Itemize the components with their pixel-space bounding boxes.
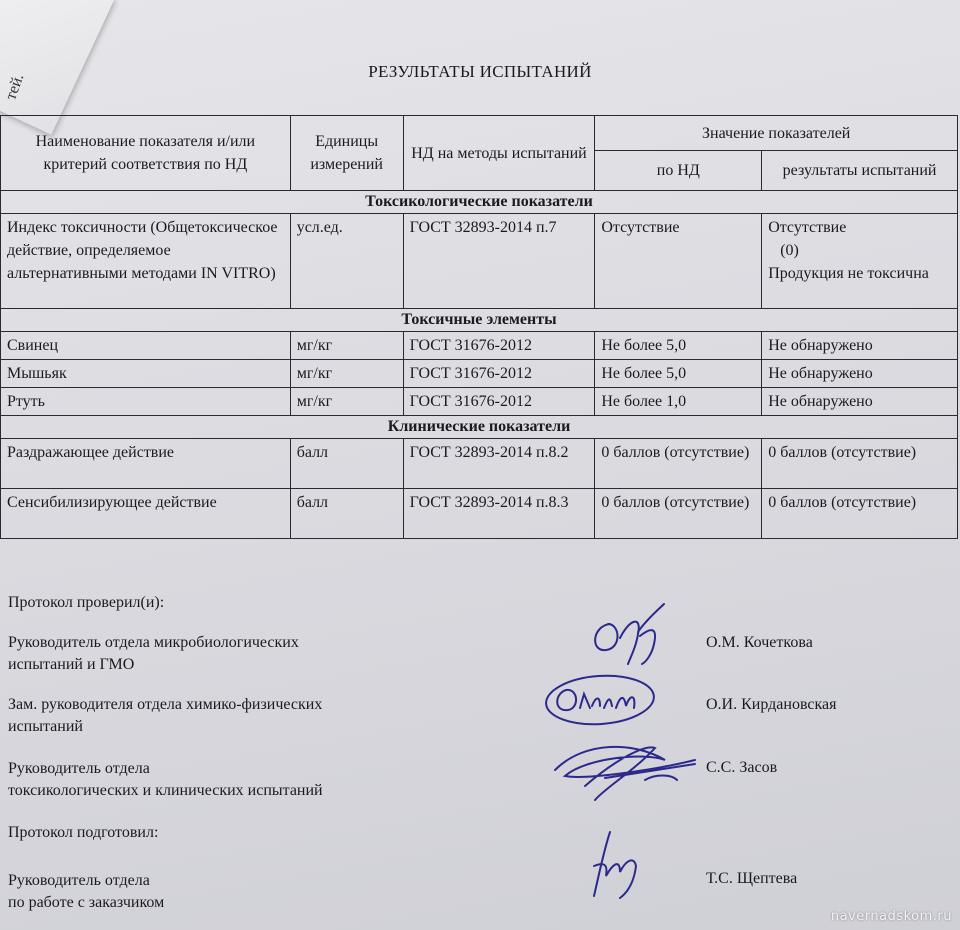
cell-name: Сенсибилизирующее действие	[1, 489, 291, 539]
table-row	[1, 439, 958, 489]
document-title: РЕЗУЛЬТАТЫ ИСПЫТАНИЙ	[368, 62, 592, 81]
cell-result: Не обнаружено	[762, 360, 958, 388]
corner-fragment-text: тей.	[2, 71, 28, 103]
cell-name: Раздражающее действие	[1, 439, 291, 489]
cell-norm: Не более 5,0	[595, 360, 762, 388]
cell-unit: мг/кг	[290, 388, 403, 416]
signature-1-icon	[580, 598, 680, 670]
result-line-2: (0)	[780, 242, 799, 259]
header-method: НД на методы испытаний	[403, 116, 595, 191]
cell-unit: балл	[290, 489, 403, 539]
person-3: С.С. Засов	[706, 759, 778, 776]
role-1-line-1: Руководитель отдела микробиологических	[8, 634, 299, 651]
header-by-nd: по НД	[595, 151, 762, 191]
results-table	[0, 115, 958, 539]
table-row	[1, 360, 958, 388]
checked-label: Протокол проверил(и):	[8, 594, 165, 611]
cell-norm: Не более 1,0	[595, 388, 762, 416]
result-line-3: Продукция не токсична	[768, 265, 929, 282]
role-4-line-2: по работе с заказчиком	[8, 894, 165, 911]
cell-method: ГОСТ 32893-2014 п.8.2	[403, 439, 595, 489]
cell-norm: 0 баллов (отсутствие)	[595, 489, 762, 539]
cell-method: ГОСТ 32893-2014 п.7	[403, 214, 595, 309]
cell-result: 0 баллов (отсутствие)	[762, 489, 958, 539]
role-4	[8, 870, 164, 914]
section-row	[1, 309, 958, 332]
header-row-top	[1, 116, 958, 151]
header-results: результаты испытаний	[762, 151, 958, 191]
signature-4-icon	[580, 826, 660, 906]
cell-method: ГОСТ 31676-2012	[403, 332, 595, 360]
table-row	[1, 388, 958, 416]
section-clinical: Клинические показатели	[1, 416, 958, 439]
cell-unit: балл	[290, 439, 403, 489]
person-2: О.И. Кирдановская	[706, 696, 837, 713]
cell-norm: Отсутствие	[595, 214, 762, 309]
cell-name: Индекс токсичности (Общетоксическое действие, определяемое альтернативными методами IN VITRO)	[1, 214, 291, 309]
signature-3-icon	[545, 730, 705, 805]
signature-2-icon	[540, 668, 670, 730]
role-2-line-2: испытаний	[8, 718, 83, 735]
section-toxicological: Токсикологические показатели	[1, 191, 958, 214]
person-4: Т.С. Щептева	[706, 870, 798, 887]
role-3	[8, 758, 323, 802]
header-name: Наименование показателя и/или критерий соответствия по НД	[1, 116, 291, 191]
table-row	[1, 332, 958, 360]
cell-method: ГОСТ 31676-2012	[403, 360, 595, 388]
role-2-line-1: Зам. руководителя отдела химико-физических	[8, 696, 323, 713]
result-line-1: Отсутствие	[768, 219, 847, 236]
cell-method: ГОСТ 31676-2012	[403, 388, 595, 416]
header-units: Единицы измерений	[290, 116, 403, 191]
cell-unit: мг/кг	[290, 360, 403, 388]
person-1: О.М. Кочеткова	[706, 634, 813, 651]
cell-result: Не обнаружено	[762, 332, 958, 360]
cell-name: Свинец	[1, 332, 291, 360]
cell-result: Не обнаружено	[762, 388, 958, 416]
cell-unit: мг/кг	[290, 332, 403, 360]
watermark: navernadskom.ru	[830, 909, 952, 924]
cell-result	[762, 214, 958, 309]
table-row	[1, 214, 958, 309]
table-row	[1, 489, 958, 539]
role-3-line-1: Руководитель отдела	[8, 760, 150, 777]
role-1-line-2: испытаний и ГМО	[8, 656, 135, 673]
cell-norm: 0 баллов (отсутствие)	[595, 439, 762, 489]
prepared-label: Протокол подготовил:	[8, 824, 159, 841]
cell-result: 0 баллов (отсутствие)	[762, 439, 958, 489]
cell-unit: усл.ед.	[290, 214, 403, 309]
section-toxic-elements: Токсичные элементы	[1, 309, 958, 332]
cell-name: Мышьяк	[1, 360, 291, 388]
role-4-line-1: Руководитель отдела	[8, 872, 150, 889]
cell-name: Ртуть	[1, 388, 291, 416]
role-1	[8, 632, 299, 676]
section-row	[1, 416, 958, 439]
header-values: Значение показателей	[595, 116, 958, 151]
role-2	[8, 694, 322, 738]
cell-method: ГОСТ 32893-2014 п.8.3	[403, 489, 595, 539]
role-3-line-2: токсикологических и клинических испытаний	[8, 782, 323, 799]
section-row	[1, 191, 958, 214]
cell-norm: Не более 5,0	[595, 332, 762, 360]
